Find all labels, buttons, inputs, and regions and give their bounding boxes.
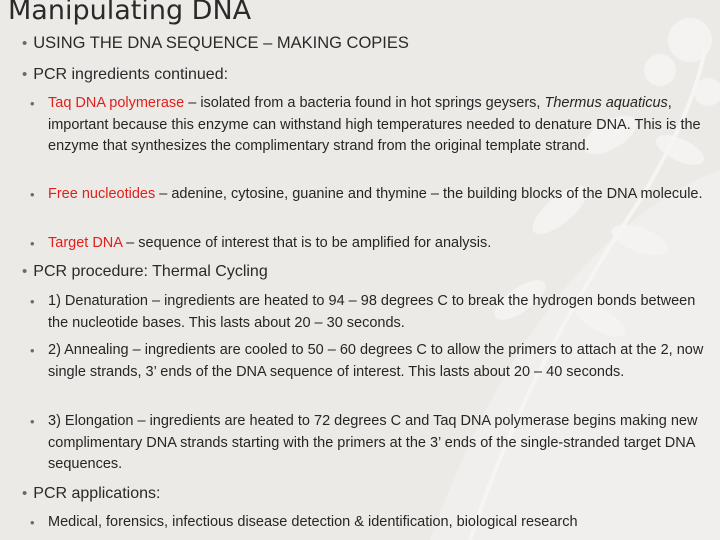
procedure-step-3 bbox=[30, 411, 716, 476]
procedure-heading bbox=[22, 262, 268, 282]
ingredient-text: – adenine, cytosine, guanine and thymine – the building blocks of the DNA molecule. bbox=[155, 186, 703, 202]
ingredients-heading-text: PCR ingredients continued: bbox=[33, 66, 229, 83]
applications-heading bbox=[22, 484, 160, 504]
bullet-icon: • bbox=[30, 187, 35, 202]
bullet-icon: • bbox=[30, 414, 35, 429]
application-item bbox=[30, 512, 716, 534]
procedure-step-text: 3) Elongation – ingredients are heated to 72 degrees C and Taq DNA polymerase begins making new complimentary DNA strands starting with the primers at the 3’ ends of the single-stranded target DNA sequences. bbox=[48, 413, 698, 472]
procedure-step-1 bbox=[30, 291, 716, 334]
ingredient-item-target bbox=[30, 233, 716, 255]
ingredient-item-nucleotides bbox=[30, 184, 716, 206]
bullet-icon: • bbox=[30, 236, 35, 251]
ingredient-text: , important because this enzyme can withstand high temperatures needed to denature DNA. This is the enzyme that synthesizes the complimentary strand from the original template strand. bbox=[48, 95, 701, 154]
slide-title: Manipulating DNA bbox=[8, 0, 252, 26]
bullet-icon: • bbox=[22, 35, 28, 52]
application-text: Medical, forensics, infectious disease detection & identification, biological research bbox=[48, 514, 578, 530]
ingredient-term: Free nucleotides bbox=[48, 186, 156, 202]
ingredient-item-taq bbox=[30, 93, 716, 158]
ingredient-term: Target DNA bbox=[48, 235, 123, 251]
bullet-icon: • bbox=[22, 263, 28, 280]
bullet-icon: • bbox=[22, 485, 28, 502]
ingredient-text: – sequence of interest that is to be amplified for analysis. bbox=[122, 235, 492, 251]
bullet-icon: • bbox=[22, 66, 28, 83]
applications-heading-text: PCR applications: bbox=[33, 485, 161, 502]
procedure-heading-text: PCR procedure: Thermal Cycling bbox=[33, 263, 268, 280]
ingredients-heading bbox=[22, 65, 228, 85]
bullet-icon: • bbox=[30, 343, 35, 358]
procedure-step-text: 1) Denaturation – ingredients are heated to 94 – 98 degrees C to break the hydrogen bonds between the nucleotide bases. This lasts about 20 – 30 seconds. bbox=[48, 293, 696, 331]
bullet-icon: • bbox=[30, 96, 35, 111]
procedure-step-text: 2) Annealing – ingredients are cooled to 50 – 60 degrees C to allow the primers to attach at the 2, now single strands, 3’ ends of the DNA sequence of interest. This lasts about 20 – 40 seconds. bbox=[48, 342, 704, 380]
ingredient-term: Taq DNA polymerase bbox=[48, 95, 185, 111]
species-name: Thermus aquaticus bbox=[544, 95, 668, 111]
section-heading-text: USING THE DNA SEQUENCE – MAKING COPIES bbox=[33, 34, 409, 52]
procedure-step-2 bbox=[30, 340, 716, 383]
ingredient-text: – isolated from a bacteria found in hot springs geysers, bbox=[184, 95, 545, 111]
bullet-icon: • bbox=[30, 515, 35, 530]
section-heading bbox=[22, 33, 409, 54]
bullet-icon: • bbox=[30, 294, 35, 309]
